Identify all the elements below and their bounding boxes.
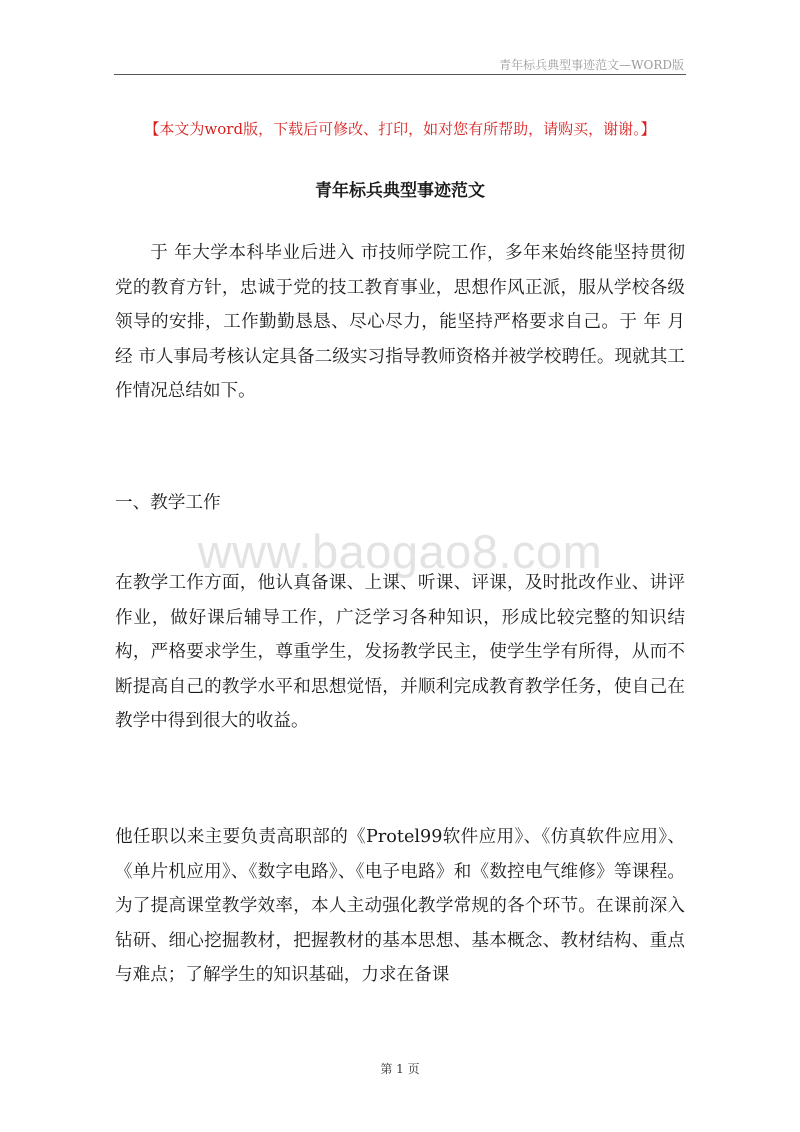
section-heading-teaching: 一、教学工作 bbox=[115, 493, 221, 513]
watermark: www.baogao8.com bbox=[197, 525, 603, 578]
document-title: 青年标兵典型事迹范文 bbox=[315, 181, 485, 201]
paragraph-courses: 他任职以来主要负责高职部的《Protel99软件应用》、《仿真软件应用》、《单片机应用》、《数字电路》、《电子电路》和《数控电气维修》等课程。为了提高课堂教学效率，本人主动强化教学常规的各个环节。在课前深入钻研、细心挖掘教材，把握教材的基本思想、基本概念、教材结构、重点与难点；了解学生的知识基础，力求在备课 bbox=[115, 827, 685, 985]
header-divider bbox=[114, 74, 686, 75]
running-header: 青年标兵典型事迹范文—WORD版 bbox=[499, 58, 684, 72]
page-number: 第 1 页 bbox=[380, 1062, 420, 1076]
paragraph-intro: 于 年大学本科毕业后进入 市技师学院工作，多年来始终能坚持贯彻党的教育方针，忠诚于党的技工教育事业，思想作风正派，服从学校各级领导的安排，工作勤勤恳恳、尽心尽力，能坚持严格要求自己。于 年 月经 市人事局考核认定具备二级实习指导教师资格并被学校聘任。现就其工作情况总结如下。 bbox=[115, 243, 685, 401]
purchase-notice: 【本文为word版，下载后可修改、打印，如对您有所帮助，请购买，谢谢。】 bbox=[144, 120, 656, 138]
paragraph-teaching-work: 在教学工作方面，他认真备课、上课、听课、评课，及时批改作业、讲评作业，做好课后辅导工作，广泛学习各种知识，形成比较完整的知识结构，严格要求学生，尊重学生，发扬教学民主，使学生学有所得，从而不断提高自己的教学水平和思想觉悟，并顺利完成教育教学任务，使自己在教学中得到很大的收益。 bbox=[115, 573, 685, 731]
